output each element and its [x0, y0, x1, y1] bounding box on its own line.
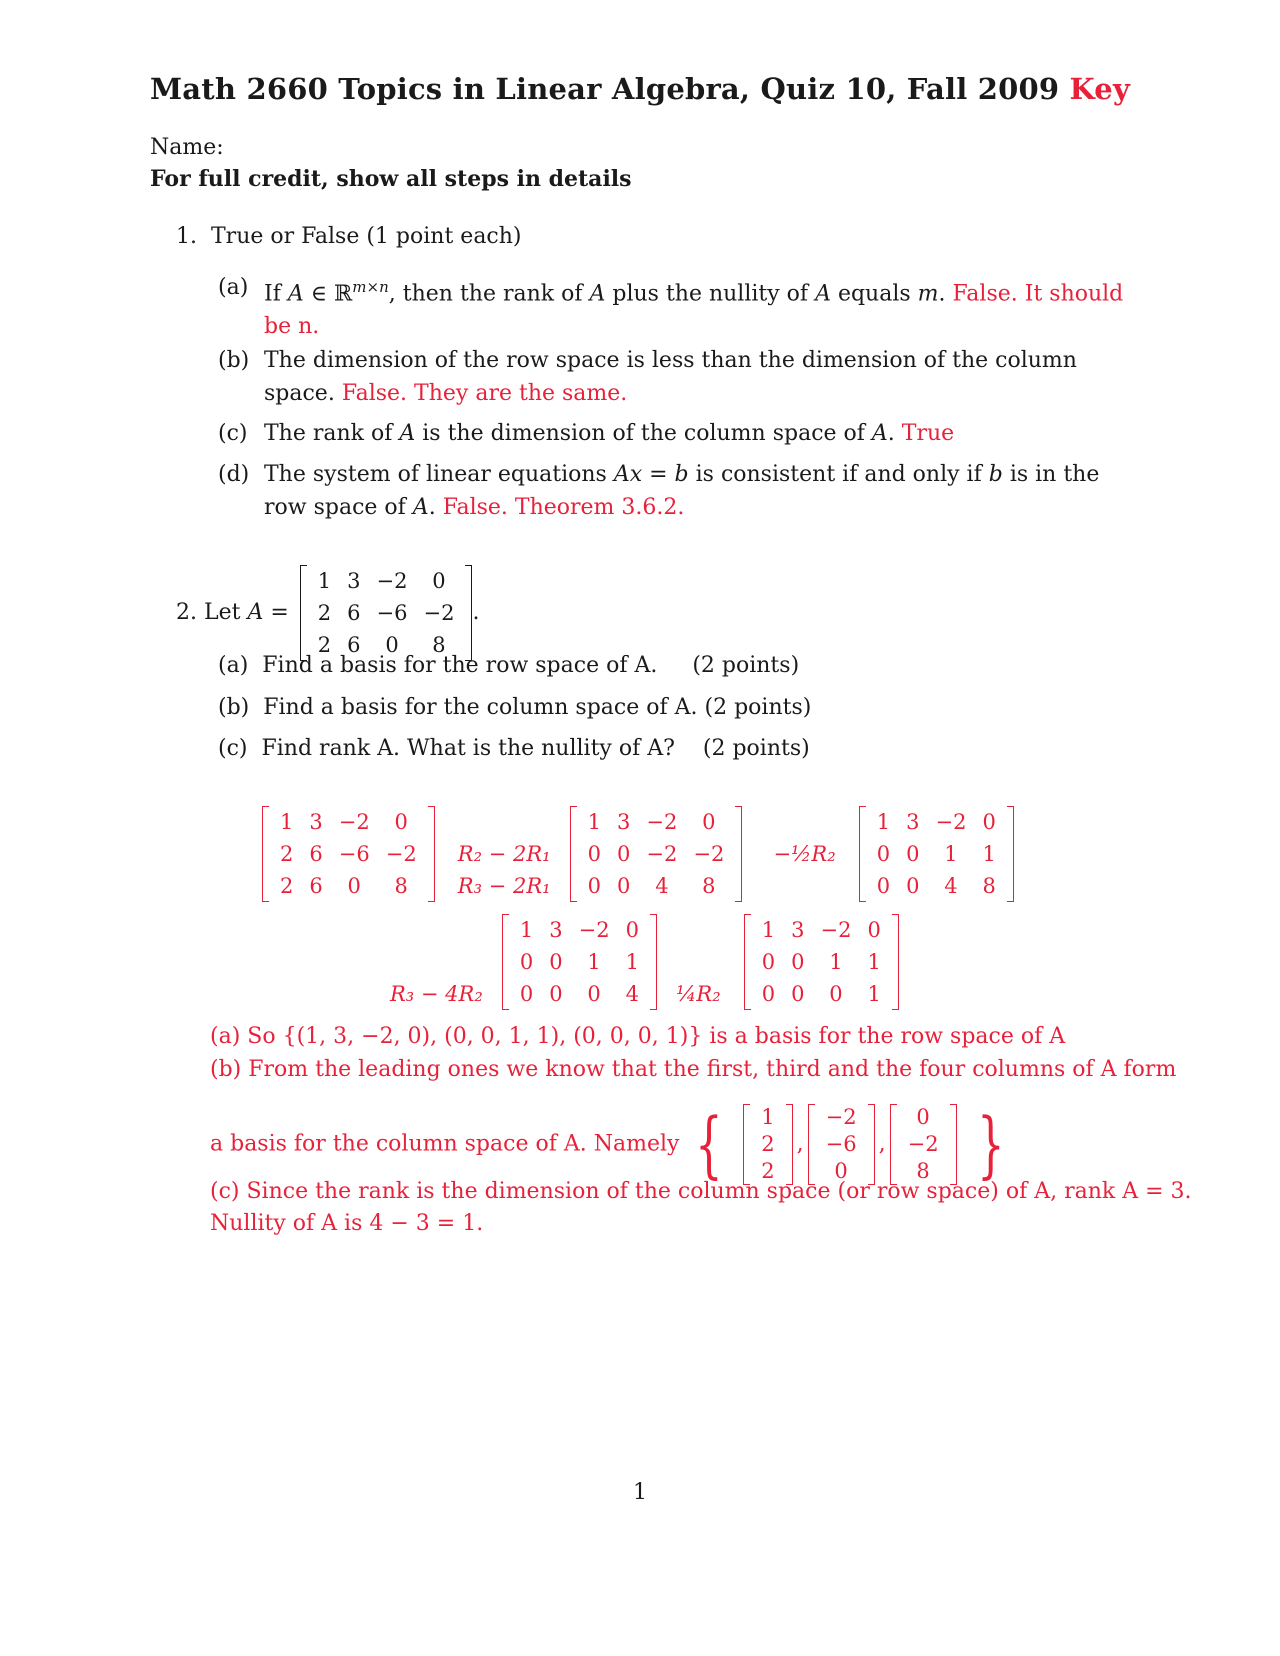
matrix-entry: 0 — [432, 569, 446, 593]
matrix-entry: 2 — [317, 601, 332, 625]
matrix-entry: −2 — [820, 918, 852, 942]
solution-row1 — [262, 806, 1014, 902]
vector-entry: −2 — [825, 1104, 857, 1129]
matrix-row — [310, 597, 463, 629]
basis-vector — [890, 1104, 957, 1185]
matrix-entry: 0 — [587, 982, 601, 1006]
q1-b-answer: False. They are the same. — [341, 381, 628, 406]
matrix-entry: −6 — [376, 601, 408, 625]
basis-vector — [808, 1104, 875, 1185]
matrix-entry: 1 — [761, 918, 776, 942]
matrix-entry: 8 — [702, 874, 716, 898]
matrix-entry: 0 — [385, 633, 399, 657]
matrix-row — [754, 978, 889, 1010]
matrix-entry: 1 — [587, 810, 602, 834]
matrix-entry: 1 — [829, 950, 843, 974]
matrix-entry: −2 — [578, 918, 610, 942]
matrix-row — [869, 870, 1004, 902]
q1-item-d: (d) The system of linear equations Ax = b is consistent if and only if b is in the row space of A. False. Theorem 3.6.2. — [218, 462, 1100, 520]
matrix-entry: 0 — [702, 810, 716, 834]
matrix-entry: 0 — [394, 810, 408, 834]
matrix-row — [580, 838, 733, 870]
vector-entry: 2 — [761, 1158, 775, 1183]
q1-a-answer: False. It should be n. — [264, 281, 1124, 340]
left-brace: { — [695, 1102, 724, 1186]
matrix-entry: −2 — [646, 810, 678, 834]
matrix-entry: 6 — [347, 601, 361, 625]
matrix-entry: 0 — [829, 982, 843, 1006]
column-basis-vectors — [739, 1104, 960, 1183]
matrix-entry: 3 — [617, 810, 631, 834]
op-step4: ¼R₂ — [676, 982, 721, 1006]
matrix-entry: 1 — [944, 842, 958, 866]
answer-c: (c) Since the rank is the dimension of the column space (or row space) of A, rank A = 3. — [210, 1179, 1192, 1204]
solution-row2 — [390, 914, 899, 1010]
right-brace: } — [976, 1102, 1005, 1186]
matrix-entry: 6 — [309, 842, 323, 866]
basis-vector — [743, 1104, 792, 1185]
matrix-entry: 0 — [982, 810, 996, 834]
vector-entry: −2 — [907, 1131, 939, 1156]
matrix-entry: 0 — [617, 842, 631, 866]
matrix-entry: 0 — [761, 950, 776, 974]
vector-entry: 1 — [761, 1104, 775, 1129]
matrix-entry: 3 — [347, 569, 361, 593]
matrix-row — [869, 806, 1004, 838]
q1-item-c: (c) The rank of A is the dimension of the column space of A. True — [218, 421, 955, 446]
vector-entry: 8 — [916, 1158, 930, 1183]
page-number: 1 — [633, 1480, 647, 1505]
matrix-row — [272, 838, 425, 870]
q2-item-a: (a) Find a basis for the row space of A. (2 points) — [218, 653, 800, 678]
matrix-entry: 1 — [982, 842, 996, 866]
matrix-entry: 0 — [876, 874, 891, 898]
page-title — [0, 72, 1280, 106]
matrix-entry: 1 — [587, 950, 601, 974]
matrix-entry: −2 — [935, 810, 967, 834]
matrix-row — [272, 806, 425, 838]
matrix-entry: 0 — [791, 982, 805, 1006]
op-step3: R₃ − 4R₂ — [390, 982, 483, 1006]
matrix-row — [272, 870, 425, 902]
matrix-entry: 2 — [280, 874, 294, 898]
matrix-row — [310, 565, 463, 597]
matrix-entry: 0 — [519, 950, 534, 974]
vector-entry: 0 — [834, 1158, 848, 1183]
matrix-entry: −6 — [338, 842, 370, 866]
title-text: Math 2660 Topics in Linear Algebra, Quiz 10, Fall 2009 — [149, 72, 1060, 106]
matrix-entry: −2 — [338, 810, 370, 834]
matrix-entry: 1 — [867, 982, 881, 1006]
matrix-entry: −2 — [385, 842, 417, 866]
matrix-entry: 0 — [761, 982, 776, 1006]
matrix-entry: 0 — [791, 950, 805, 974]
matrix-entry: 4 — [625, 982, 639, 1006]
matrix-entry: 6 — [309, 874, 323, 898]
answer-a: (a) So {(1, 3, −2, 0), (0, 0, 1, 1), (0, 0, 0, 1)} is a basis for the row space of A — [210, 1024, 1066, 1049]
matrix-entry: 3 — [791, 918, 805, 942]
q2-item-c: (c) Find rank A. What is the nullity of A? (2 points) — [218, 736, 810, 761]
matrix-row — [754, 946, 889, 978]
vector-entry: 2 — [761, 1131, 775, 1156]
matrix-entry: 0 — [906, 874, 920, 898]
answer-c-nullity: Nullity of A is 4 − 3 = 1. — [210, 1211, 484, 1236]
matrix-entry: 0 — [876, 842, 891, 866]
matrix-entry: 2 — [280, 842, 294, 866]
matrix-entry: 0 — [587, 874, 602, 898]
matrix-entry: −2 — [646, 842, 678, 866]
matrix-row — [580, 870, 733, 902]
matrix-entry: 6 — [347, 633, 361, 657]
q2-item-b: (b) Find a basis for the column space of A. (2 points) — [218, 695, 812, 720]
matrix-row — [869, 838, 1004, 870]
matrix-row — [512, 978, 647, 1010]
matrix-entry: 4 — [944, 874, 958, 898]
q1-d-answer: False. Theorem 3.6.2. — [442, 495, 685, 520]
q1-heading: 1. True or False (1 point each) — [176, 224, 522, 249]
instruction: For full credit, show all steps in details — [150, 166, 632, 192]
matrix-entry: 0 — [625, 918, 639, 942]
matrix-entry: 3 — [906, 810, 920, 834]
matrix-A — [300, 565, 473, 661]
comma-separator: , — [796, 1131, 804, 1157]
matrix-entry: −2 — [693, 842, 725, 866]
matrix-entry: 1 — [317, 569, 332, 593]
name-label: Name: — [150, 135, 224, 160]
matrix-step5 — [744, 914, 899, 1010]
matrix-entry: 4 — [655, 874, 669, 898]
matrix-row — [580, 806, 733, 838]
comma-separator: , — [878, 1131, 886, 1157]
matrix-entry: 1 — [876, 810, 891, 834]
answer-b-basis: a basis for the column space of A. Namely { 1 2 2 , −2 −6 0 , 0 −2 8 } — [210, 1096, 1013, 1192]
q2-statement: 2. Let A = 1 3 −2 0 2 6 −6 −2 2 6 0 8 . — [176, 565, 479, 661]
q1-c-answer: True — [901, 421, 955, 446]
matrix-entry: 3 — [309, 810, 323, 834]
q1-item-b: (b) The dimension of the row space is less than the dimension of the column space. False. They are the same. — [218, 348, 1077, 406]
matrix-entry: −2 — [423, 601, 455, 625]
matrix-entry: 0 — [347, 874, 361, 898]
q1-item-a: (a) If A ∈ ℝ$^{m\times n}$, then the rank of A plus the nullity of A equals m. False. It should be n. — [218, 275, 1124, 340]
matrix-entry: 8 — [394, 874, 408, 898]
matrix-entry: 0 — [867, 918, 881, 942]
matrix-entry: 2 — [317, 633, 332, 657]
matrix-entry: 8 — [982, 874, 996, 898]
matrix-step3 — [859, 806, 1014, 902]
matrix-row — [754, 914, 889, 946]
matrix-entry: 0 — [549, 950, 563, 974]
matrix-entry: 0 — [587, 842, 602, 866]
op-step2: −½R₂ — [773, 842, 836, 866]
matrix-step4 — [502, 914, 657, 1010]
matrix-row — [512, 914, 647, 946]
matrix-entry: 1 — [519, 918, 534, 942]
op-step1: R₂ − 2R₁ R₃ − 2R₁ — [457, 842, 551, 898]
vector-entry: 0 — [916, 1104, 930, 1129]
matrix-row — [512, 946, 647, 978]
answer-b: (b) From the leading ones we know that the first, third and the four columns of A form — [210, 1057, 1177, 1082]
matrix-entry: 8 — [432, 633, 446, 657]
matrix-step1 — [262, 806, 435, 902]
vector-entry: −6 — [825, 1131, 857, 1156]
matrix-entry: 0 — [906, 842, 920, 866]
matrix-entry: −2 — [376, 569, 408, 593]
matrix-entry: 0 — [549, 982, 563, 1006]
matrix-entry: 0 — [617, 874, 631, 898]
matrix-entry: 0 — [519, 982, 534, 1006]
matrix-step2 — [570, 806, 743, 902]
matrix-entry: 1 — [867, 950, 881, 974]
matrix-entry: 1 — [280, 810, 294, 834]
title-key: Key — [1069, 72, 1131, 106]
matrix-entry: 3 — [549, 918, 563, 942]
matrix-entry: 1 — [625, 950, 639, 974]
